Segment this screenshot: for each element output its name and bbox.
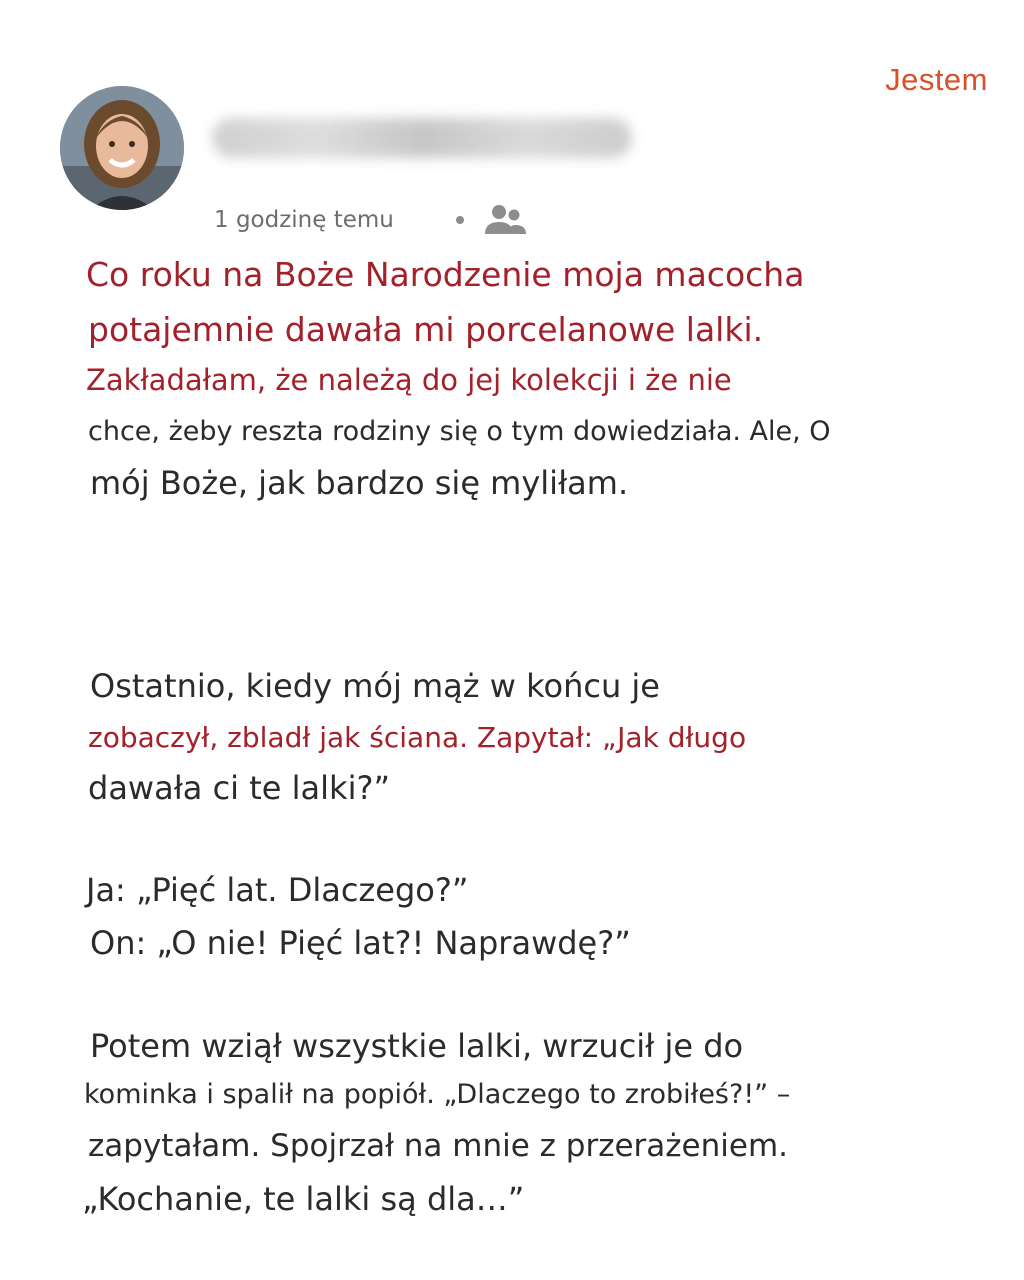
author-name-blurred[interactable]: [212, 118, 632, 158]
post-text-line: kominka i spalił na popiół. „Dlaczego to zrobiłeś?!” –: [84, 1079, 791, 1110]
post-meta: [214, 202, 528, 238]
post-text-line: Ostatnio, kiedy mój mąż w końcu je: [90, 667, 660, 705]
people-icon: [482, 202, 528, 238]
post-text-line: Zakładałam, że należą do jej kolekcji i że nie: [86, 363, 732, 397]
post-text-line: „Kochanie, te lalki są dla…”: [82, 1180, 525, 1218]
header-action-button[interactable]: Jestem: [885, 62, 988, 97]
post-text-line: zobaczył, zbladł jak ściana. Zapytał: „Jak długo: [88, 721, 747, 754]
post-timestamp: 1 godzinę temu: [214, 207, 394, 233]
post-text-line: Ja: „Pięć lat. Dlaczego?”: [86, 871, 469, 909]
post-text-line: zapytałam. Spojrzał na mnie z przerażeniem.: [88, 1128, 789, 1164]
post-text-line: Co roku na Boże Narodzenie moja macocha: [86, 255, 805, 294]
post-text-line: potajemnie dawała mi porcelanowe lalki.: [88, 310, 764, 349]
post-text-line: mój Boże, jak bardzo się myliłam.: [90, 464, 629, 502]
post-text-line: dawała ci te lalki?”: [88, 769, 391, 807]
separator-dot: [456, 216, 464, 224]
post-text-line: On: „O nie! Pięć lat?! Naprawdę?”: [90, 924, 631, 962]
post-text-line: Potem wziął wszystkie lalki, wrzucił je do: [90, 1027, 744, 1065]
avatar-image: [60, 86, 184, 210]
post-text-line: chce, żeby reszta rodziny się o tym dowiedziała. Ale, O: [88, 416, 831, 447]
avatar[interactable]: [60, 86, 184, 210]
